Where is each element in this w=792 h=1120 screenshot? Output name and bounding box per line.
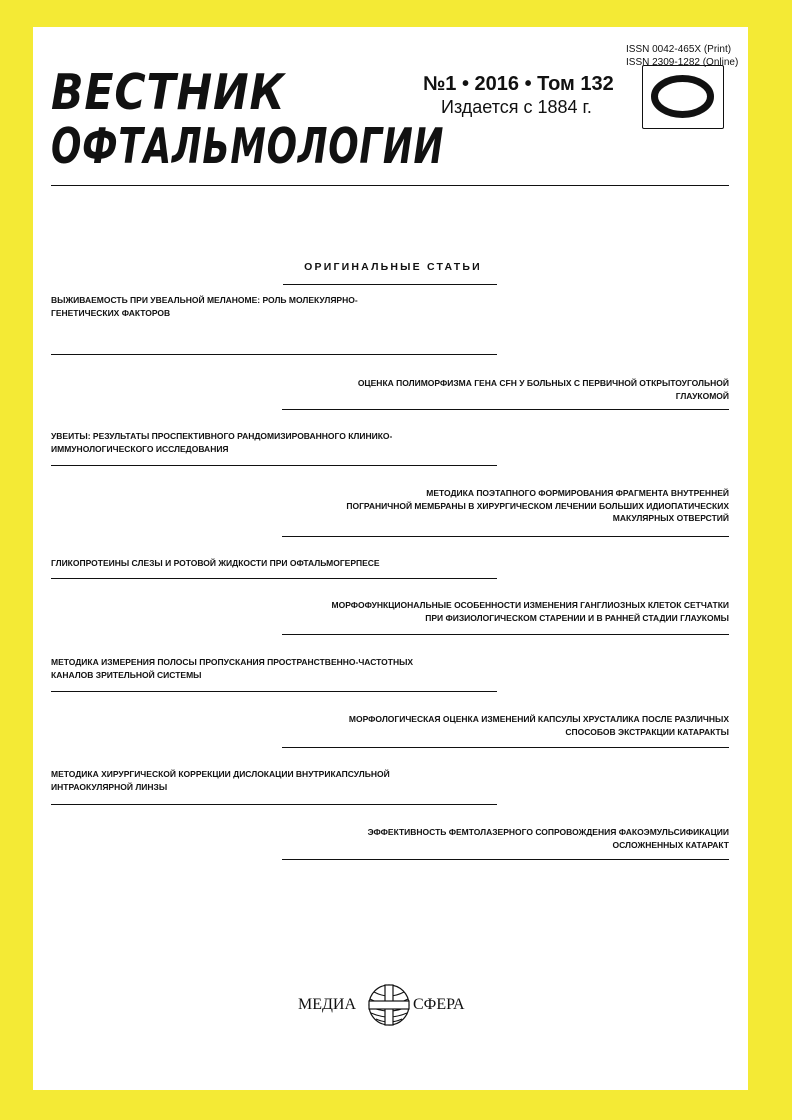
article-rule [282,409,729,410]
section-rule [283,284,497,285]
article-rule [51,691,497,692]
eye-logo-icon [642,65,724,129]
article-title: МЕТОДИКА ИЗМЕРЕНИЯ ПОЛОСЫ ПРОПУСКАНИЯ ПРОСТРАНСТВЕННО-ЧАСТОТНЫХ КАНАЛОВ ЗРИТЕЛЬНОЙ СИСТЕМЫ [51,657,414,680]
section-heading: ОРИГИНАЛЬНЫЕ СТАТЬИ [304,261,482,273]
article-title: МОРФОФУНКЦИОНАЛЬНЫЕ ОСОБЕННОСТИ ИЗМЕНЕНИЯ ГАНГЛИОЗНЫХ КЛЕТОК СЕТЧАТКИ ПРИ ФИЗИОЛОГИЧЕСКОМ СТАРЕНИИ И В РАННЕЙ СТАДИИ ГЛАУКОМЫ [331,600,729,623]
article-rule [282,634,729,635]
article-title: ВЫЖИВАЕМОСТЬ ПРИ УВЕАЛЬНОЙ МЕЛАНОМЕ: РОЛЬ МОЛЕКУЛЯРНО- ГЕНЕТИЧЕСКИХ ФАКТОРОВ [51,295,358,318]
article-rule [282,536,729,537]
journal-title-line2: ОФТАЛЬМОЛОГИИ [51,118,445,175]
published-since: Издается с 1884 г. [441,97,592,117]
journal-cover [33,27,748,1090]
article-title: МЕТОДИКА ХИРУРГИЧЕСКОЙ КОРРЕКЦИИ ДИСЛОКАЦИИ ВНУТРИКАПСУЛЬНОЙ ИНТРАОКУЛЯРНОЙ ЛИНЗЫ [51,769,390,792]
article-title: ГЛИКОПРОТЕИНЫ СЛЕЗЫ И РОТОВОЙ ЖИДКОСТИ ПРИ ОФТАЛЬМОГЕРПЕСЕ [51,558,380,568]
globe-logo-icon [366,982,412,1033]
article-rule [51,804,497,805]
publisher-name-right: СФЕРА [413,996,465,1013]
issn-online: ISSN 2309-1282 (Online) [626,57,739,68]
publisher-name-left: МЕДИА [298,996,357,1013]
issue-info: №1 • 2016 • Том 132 [423,73,614,95]
article-title: ОЦЕНКА ПОЛИМОРФИЗМА ГЕНА CFH У БОЛЬНЫХ С ПЕРВИЧНОЙ ОТКРЫТОУГОЛЬНОЙ ГЛАУКОМОЙ [357,378,729,401]
article-rule [282,747,729,748]
article-rule [51,354,497,355]
article-title: МЕТОДИКА ПОЭТАПНОГО ФОРМИРОВАНИЯ ФРАГМЕНТА ВНУТРЕННЕЙ ПОГРАНИЧНОЙ МЕМБРАНЫ В ХИРУРГИЧЕСКОМ ЛЕЧЕНИИ БОЛЬШИХ ИДИОПАТИЧЕСКИХ МАКУЛЯРНЫХ ОТВЕРСТИЙ [346,488,729,523]
article-rule [282,859,729,860]
article-title: УВЕИТЫ: РЕЗУЛЬТАТЫ ПРОСПЕКТИВНОГО РАНДОМИЗИРОВАННОГО КЛИНИКО- ИММУНОЛОГИЧЕСКОГО ИССЛЕДОВАНИЯ [51,431,393,454]
article-title: ЭФФЕКТИВНОСТЬ ФЕМТОЛАЗЕРНОГО СОПРОВОЖДЕНИЯ ФАКОЭМУЛЬСИФИКАЦИИ ОСЛОЖНЕННЫХ КАТАРАКТ [367,827,729,850]
article-rule [51,578,497,579]
journal-title-line1: ВЕСТНИК [51,64,286,121]
issn-print: ISSN 0042-465X (Print) [626,44,732,55]
article-title: МОРФОЛОГИЧЕСКАЯ ОЦЕНКА ИЗМЕНЕНИЙ КАПСУЛЫ ХРУСТАЛИКА ПОСЛЕ РАЗЛИЧНЫХ СПОСОБОВ ЭКСТРАКЦИИ КАТАРАКТЫ [348,714,729,737]
article-rule [51,465,497,466]
header-rule [51,185,729,186]
